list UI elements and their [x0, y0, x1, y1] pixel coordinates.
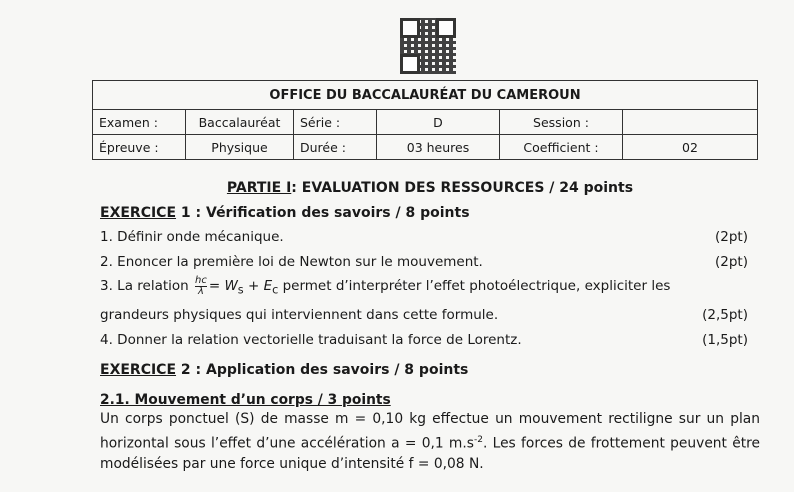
question-3-continued	[100, 303, 760, 328]
office-title: OFFICE DU BACCALAURÉAT DU CAMEROUN	[93, 81, 758, 110]
exam-body	[100, 176, 760, 475]
question-3-text	[100, 274, 670, 303]
ec-subscript: c	[272, 283, 279, 297]
exercise-2-paragraph	[100, 409, 760, 476]
question-1-text: 1. Définir onde mécanique.	[100, 229, 284, 245]
session-value	[623, 110, 758, 135]
ws-subscript: s	[237, 283, 244, 297]
question-4	[100, 328, 760, 353]
exam-label: Examen :	[93, 110, 186, 135]
question-3	[100, 274, 760, 303]
paragraph-text: Un corps ponctuel (S) de masse m = 0,10 kg effectue un mouvement rectiligne sur un plan horizontal sous l’effet d’une accélération a = 0,1 m.s	[100, 410, 760, 452]
duree-value: 03 heures	[377, 135, 500, 160]
coefficient-label: Coefficient :	[500, 135, 623, 160]
paragraph-exponent: -2	[473, 434, 483, 445]
exercise-1-title	[100, 201, 760, 226]
qr-corner	[400, 18, 420, 38]
qr-corner	[436, 18, 456, 38]
q3-start: 3. La relation	[100, 278, 189, 294]
exercise-2-rest: 2 : Application des savoirs / 8 points	[176, 362, 469, 379]
q3-end: permet d’interpréter l’effet photoélectrique, expliciter les	[278, 278, 671, 294]
question-2-points: (2pt)	[715, 253, 748, 270]
question-3-cont-text: grandeurs physiques qui interviennent dans cette formule.	[100, 307, 499, 324]
epreuve-label: Épreuve :	[93, 135, 186, 160]
duree-label: Durée :	[294, 135, 377, 160]
exam-header-table	[92, 80, 758, 160]
question-1-points: (2pt)	[715, 229, 748, 245]
exercise-1-rest: 1 : Vérification des savoirs / 8 points	[176, 204, 470, 221]
fraction-hc-lambda	[195, 276, 207, 297]
fraction-denominator: λ	[197, 285, 204, 297]
exercise-2-prefix: EXERCICE	[100, 362, 177, 379]
qr-code	[400, 18, 456, 74]
coefficient-value: 02	[623, 135, 758, 160]
qr-corner	[400, 54, 420, 74]
session-label: Session :	[500, 110, 623, 135]
exercise-2-title	[100, 358, 760, 383]
formula-ws: = W	[208, 278, 238, 294]
question-3-points: (2,5pt)	[702, 307, 748, 324]
question-4-text: 4. Donner la relation vectorielle traduisant la force de Lorentz.	[100, 331, 522, 348]
fraction-numerator: hc	[195, 274, 207, 286]
question-1	[100, 225, 760, 250]
part-title-prefix: PARTIE I	[226, 180, 292, 196]
formula-ec: + E	[243, 278, 273, 294]
part-title	[100, 176, 760, 201]
part-title-rest: : EVALUATION DES RESSOURCES / 24 points	[291, 180, 634, 196]
epreuve-value: Physique	[186, 135, 294, 160]
question-4-points: (1,5pt)	[702, 331, 748, 348]
paragraph-end: . Les forces de frottement peuvent être modélisées par une force unique d’intensité f = 0,08 N.	[100, 435, 761, 473]
serie-value: D	[377, 110, 500, 135]
question-2	[100, 250, 760, 275]
subsection-2-1-title: 2.1. Mouvement d’un corps / 3 points	[100, 391, 391, 408]
exercise-1-prefix: EXERCICE	[100, 204, 177, 221]
question-2-text: 2. Enoncer la première loi de Newton sur le mouvement.	[100, 253, 483, 270]
serie-label: Série :	[294, 110, 377, 135]
exam-value: Baccalauréat	[186, 110, 294, 135]
